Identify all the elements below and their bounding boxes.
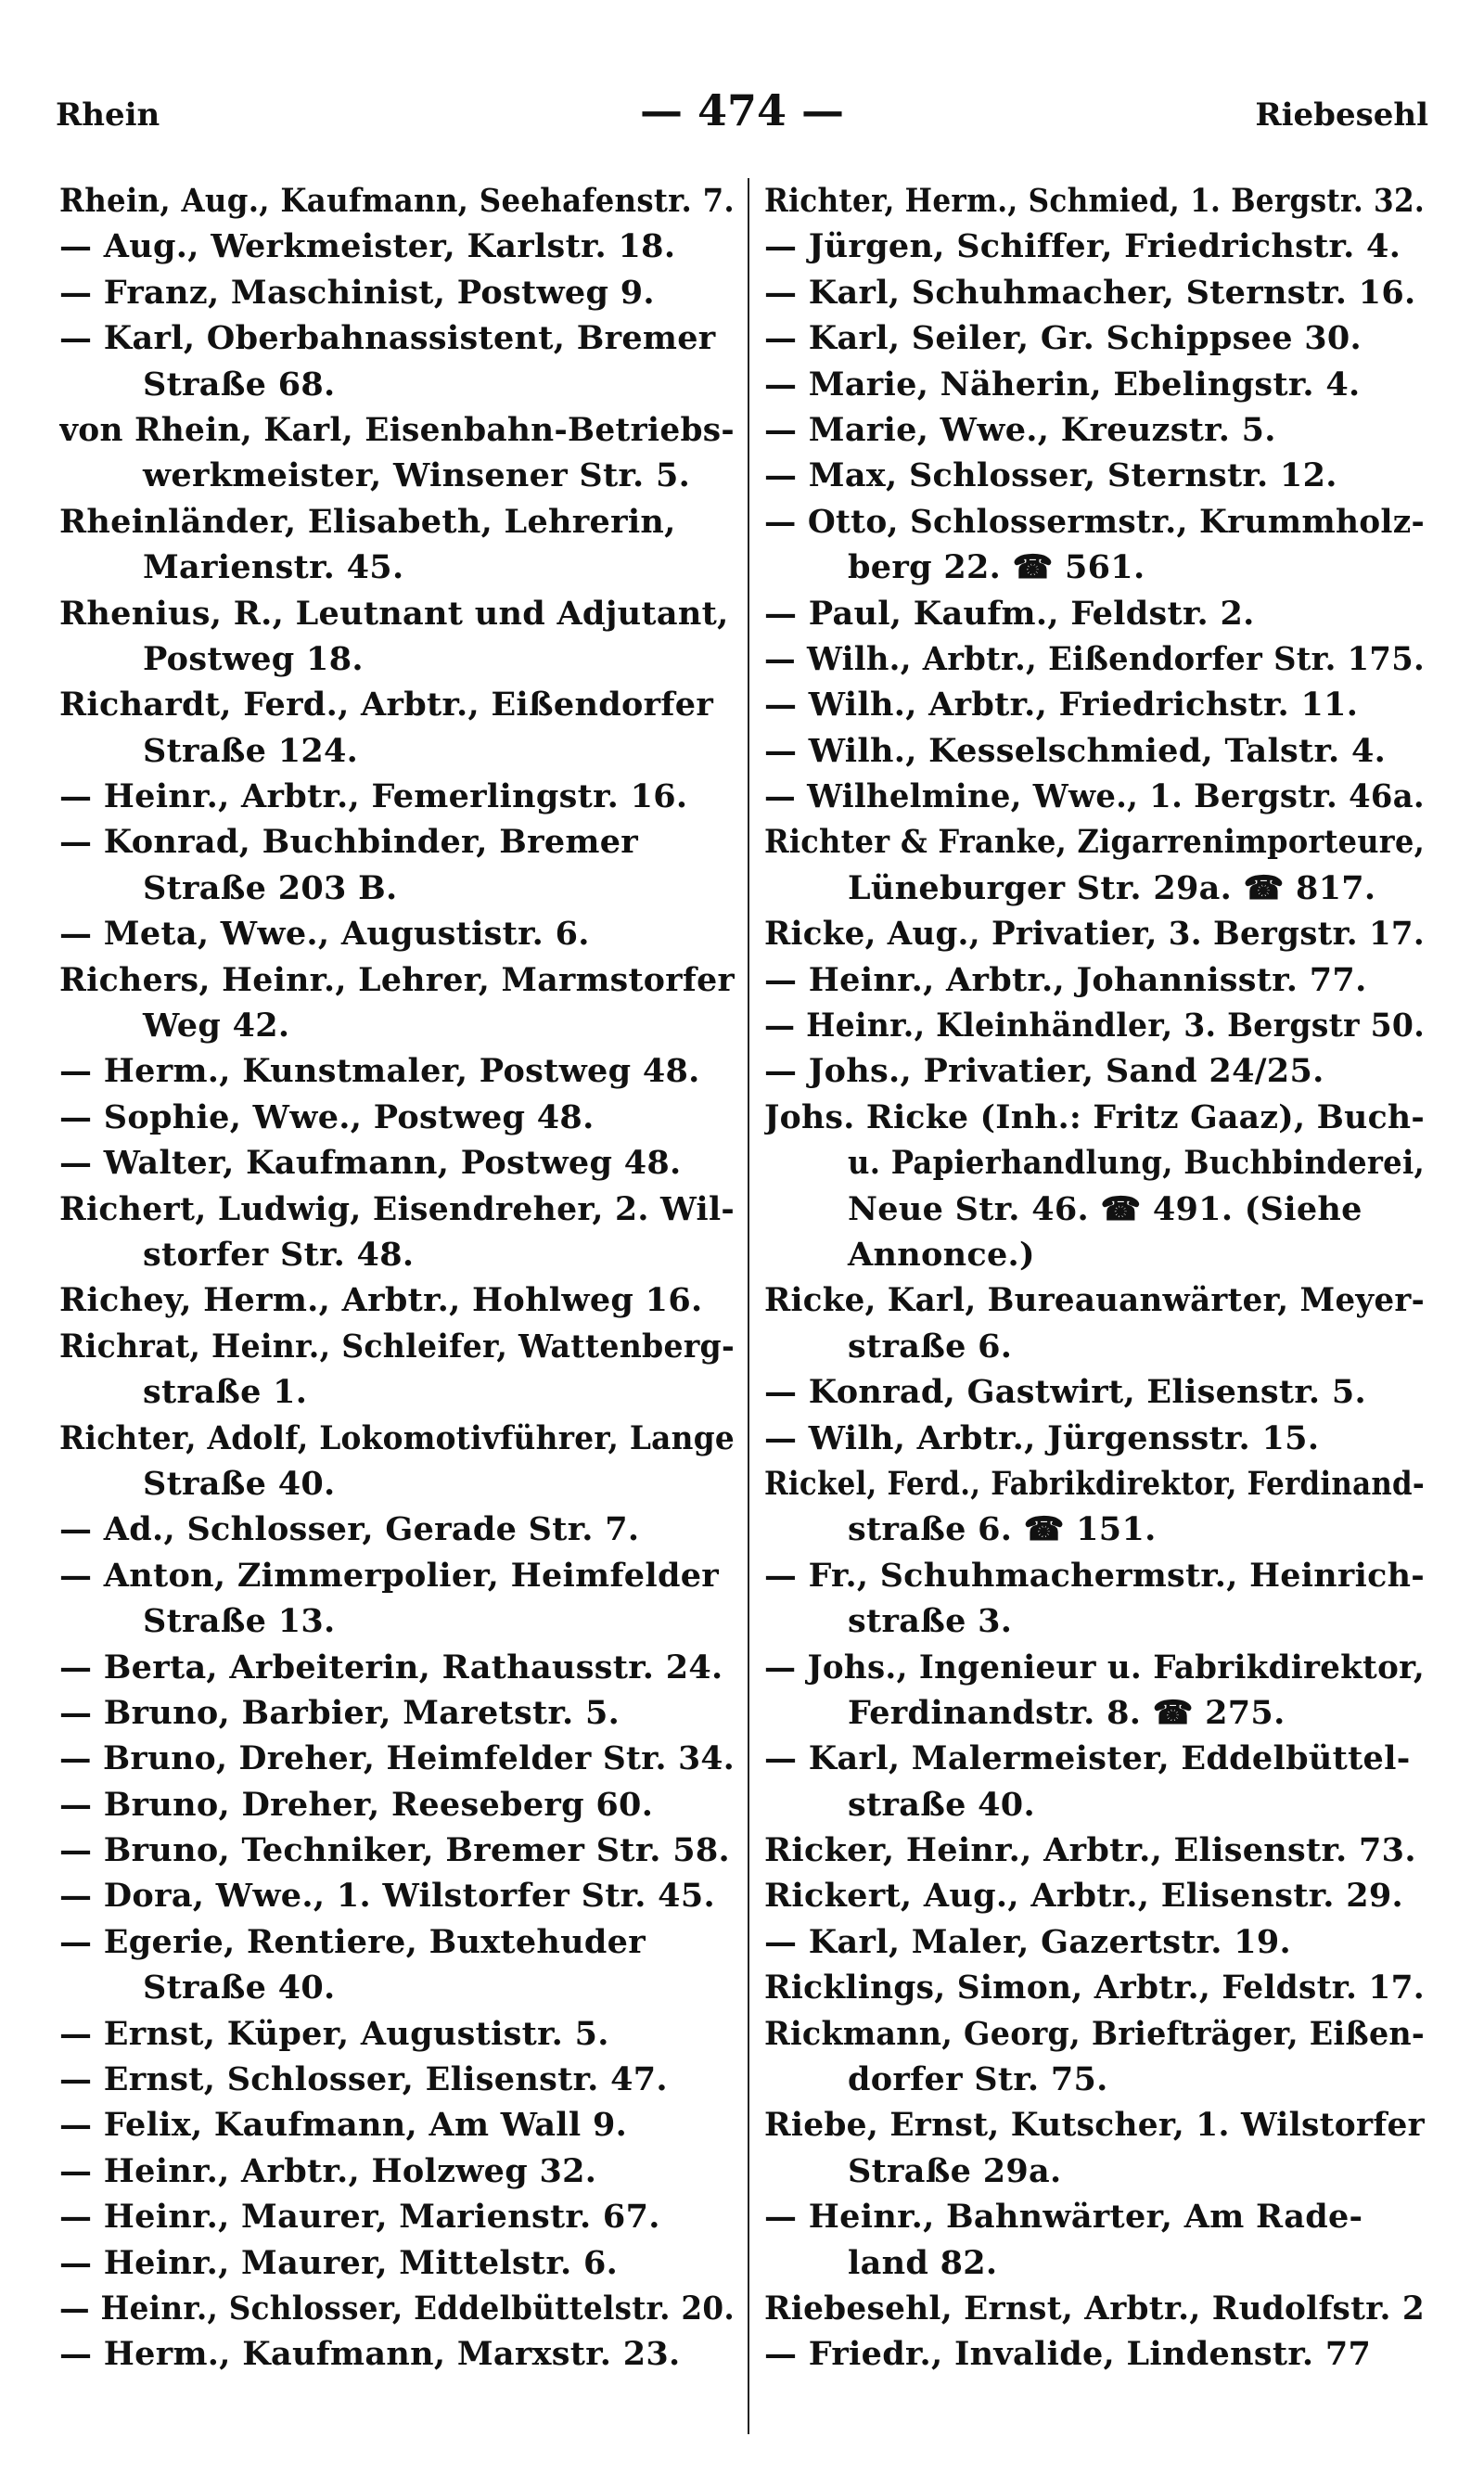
entry-line: — Karl, Maler, Gazertstr. 19. bbox=[764, 1922, 1292, 1961]
entry-line: Richert, Ludwig, Eisendreher, 2. Wil- bbox=[59, 1189, 735, 1228]
entry-line: Johs. Ricke (Inh.: Fritz Gaaz), Buch- bbox=[764, 1097, 1425, 1136]
entry-line: Riebesehl, Ernst, Arbtr., Rudolfstr. 2 bbox=[764, 2289, 1425, 2328]
left-column bbox=[59, 178, 735, 2378]
entry-line: — Sophie, Wwe., Postweg 48. bbox=[59, 1097, 595, 1136]
entry-continuation-line: straße 1. bbox=[143, 1373, 308, 1412]
entry-continuation-line: Straße 124. bbox=[143, 731, 359, 770]
entry-line: — Anton, Zimmerpolier, Heimfelder bbox=[59, 1556, 720, 1595]
entry-line: — Paul, Kaufm., Feldstr. 2. bbox=[764, 594, 1255, 633]
entry-continuation-line: storfer Str. 48. bbox=[143, 1235, 415, 1274]
entry-continuation-line: Postweg 18. bbox=[143, 639, 364, 678]
entry-line: — Fr., Schuhmachermstr., Heinrich- bbox=[764, 1556, 1425, 1595]
entry-line: — Heinr., Arbtr., Holzweg 32. bbox=[59, 2151, 597, 2190]
page-number: — 474 — bbox=[639, 85, 845, 135]
entry-line: — Wilh., Arbtr., Friedrichstr. 11. bbox=[764, 686, 1359, 725]
entry-line: — Heinr., Bahnwärter, Am Rade- bbox=[764, 2198, 1363, 2237]
entry-line: — Aug., Werkmeister, Karlstr. 18. bbox=[59, 227, 676, 266]
entry-continuation-line: straße 6. ☎ 151. bbox=[848, 1510, 1157, 1549]
running-head-left: Rhein bbox=[56, 96, 160, 134]
entry-line: Ricke, Karl, Bureauanwärter, Meyer- bbox=[764, 1281, 1425, 1320]
column-divider bbox=[748, 178, 749, 2434]
entry-line: Ricke, Aug., Privatier, 3. Bergstr. 17. bbox=[764, 915, 1425, 954]
entry-line: — Wilh, Arbtr., Jürgensstr. 15. bbox=[764, 1418, 1320, 1457]
entry-line: — Karl, Seiler, Gr. Schippsee 30. bbox=[764, 319, 1362, 358]
entry-continuation-line: Annonce.) bbox=[848, 1235, 1035, 1274]
entry-line: — Jürgen, Schiffer, Friedrichstr. 4. bbox=[764, 227, 1401, 266]
entry-line: von Rhein, Karl, Eisenbahn-Betriebs- bbox=[59, 410, 735, 449]
entry-line: Rickmann, Georg, Briefträger, Eißen- bbox=[764, 2014, 1425, 2053]
entry-line: Rhein, Aug., Kaufmann, Seehafenstr. 7. bbox=[59, 182, 735, 220]
entry-line: Richrat, Heinr., Schleifer, Wattenberg- bbox=[59, 1327, 735, 1366]
entry-line: Rheinländer, Elisabeth, Lehrerin, bbox=[59, 502, 676, 541]
entry-line: — Heinr., Maurer, Mittelstr. 6. bbox=[59, 2243, 619, 2282]
entry-line: Richers, Heinr., Lehrer, Marmstorfer bbox=[59, 960, 735, 999]
entry-line: — Konrad, Buchbinder, Bremer bbox=[59, 823, 639, 862]
entry-continuation-line: Neue Str. 46. ☎ 491. (Siehe bbox=[848, 1189, 1362, 1228]
entry-line: Ricklings, Simon, Arbtr., Feldstr. 17. bbox=[764, 1969, 1425, 2007]
entry-line: — Karl, Schuhmacher, Sternstr. 16. bbox=[764, 273, 1416, 312]
entry-line: Rhenius, R., Leutnant und Adjutant, bbox=[59, 594, 729, 633]
entry-continuation-line: Straße 203 B. bbox=[143, 868, 398, 907]
entry-continuation-line: land 82. bbox=[848, 2243, 998, 2282]
entry-continuation-line: Straße 40. bbox=[143, 1464, 336, 1503]
entry-line: — Walter, Kaufmann, Postweg 48. bbox=[59, 1144, 682, 1183]
entry-line: Rickert, Aug., Arbtr., Elisenstr. 29. bbox=[764, 1877, 1403, 1916]
entry-continuation-line: Straße 68. bbox=[143, 365, 336, 404]
entry-continuation-line: straße 40. bbox=[848, 1785, 1035, 1824]
entry-line: — Karl, Oberbahnassistent, Bremer bbox=[59, 319, 716, 358]
entry-line: — Ernst, Schlosser, Elisenstr. 47. bbox=[59, 2060, 668, 2099]
entry-line: — Konrad, Gastwirt, Elisenstr. 5. bbox=[764, 1373, 1367, 1412]
entry-line: — Dora, Wwe., 1. Wilstorfer Str. 45. bbox=[59, 1877, 715, 1916]
entry-line: Richter & Franke, Zigarrenimporteure, bbox=[764, 823, 1425, 862]
entry-line: Ricker, Heinr., Arbtr., Elisenstr. 73. bbox=[764, 1831, 1416, 1870]
entry-line: — Bruno, Dreher, Reeseberg 60. bbox=[59, 1785, 654, 1824]
entry-line: Rickel, Ferd., Fabrikdirektor, Ferdinand- bbox=[764, 1464, 1425, 1503]
entry-continuation-line: Ferdinandstr. 8. ☎ 275. bbox=[848, 1693, 1286, 1732]
entry-line: — Egerie, Rentiere, Buxtehuder bbox=[59, 1922, 646, 1961]
entry-line: — Friedr., Invalide, Lindenstr. 77 bbox=[764, 2335, 1372, 2374]
entry-line: — Karl, Malermeister, Eddelbüttel- bbox=[764, 1739, 1411, 1778]
entry-line: — Herm., Kaufmann, Marxstr. 23. bbox=[59, 2335, 681, 2374]
entry-continuation-line: Straße 29a. bbox=[848, 2151, 1062, 2190]
entry-line: — Johs., Ingenieur u. Fabrikdirektor, bbox=[764, 1648, 1425, 1686]
entry-line: — Heinr., Maurer, Marienstr. 67. bbox=[59, 2198, 660, 2237]
entry-continuation-line: berg 22. ☎ 561. bbox=[848, 548, 1145, 587]
entry-continuation-line: Lüneburger Str. 29a. ☎ 817. bbox=[848, 868, 1376, 907]
entry-line: — Max, Schlosser, Sternstr. 12. bbox=[764, 456, 1337, 495]
entry-line: — Felix, Kaufmann, Am Wall 9. bbox=[59, 2106, 628, 2145]
entry-continuation-line: Weg 42. bbox=[143, 1007, 290, 1045]
page-header bbox=[56, 85, 1428, 150]
entry-line: — Marie, Wwe., Kreuzstr. 5. bbox=[764, 410, 1276, 449]
entry-line: — Ad., Schlosser, Gerade Str. 7. bbox=[59, 1510, 640, 1549]
entry-line: Riebe, Ernst, Kutscher, 1. Wilstorfer bbox=[764, 2106, 1425, 2145]
entry-line: — Johs., Privatier, Sand 24/25. bbox=[764, 1052, 1324, 1091]
entry-line: — Heinr., Kleinhändler, 3. Bergstr 50. bbox=[764, 1007, 1425, 1045]
entry-continuation-line: dorfer Str. 75. bbox=[848, 2060, 1108, 2099]
entry-line: — Ernst, Küper, Augustistr. 5. bbox=[59, 2014, 609, 2053]
entry-continuation-line: straße 6. bbox=[848, 1327, 1013, 1366]
entry-line: — Herm., Kunstmaler, Postweg 48. bbox=[59, 1052, 700, 1091]
entry-line: — Wilh., Kesselschmied, Talstr. 4. bbox=[764, 731, 1387, 770]
right-column bbox=[764, 178, 1425, 2378]
entry-line: — Wilhelmine, Wwe., 1. Bergstr. 46a. bbox=[764, 777, 1425, 816]
entry-line: — Otto, Schlossermstr., Krummholz- bbox=[764, 502, 1425, 541]
entry-line: — Bruno, Dreher, Heimfelder Str. 34. bbox=[59, 1739, 735, 1778]
entry-continuation-line: Straße 40. bbox=[143, 1969, 336, 2007]
entry-line: — Franz, Maschinist, Postweg 9. bbox=[59, 273, 655, 312]
running-head-right: Riebesehl bbox=[1255, 96, 1428, 134]
entry-line: — Bruno, Techniker, Bremer Str. 58. bbox=[59, 1831, 731, 1870]
entry-line: Richter, Herm., Schmied, 1. Bergstr. 32. bbox=[764, 182, 1425, 220]
entry-line: — Heinr., Arbtr., Johannisstr. 77. bbox=[764, 960, 1367, 999]
entry-line: Richey, Herm., Arbtr., Hohlweg 16. bbox=[59, 1281, 703, 1320]
entry-continuation-line: straße 3. bbox=[848, 1602, 1013, 1641]
entry-line: — Meta, Wwe., Augustistr. 6. bbox=[59, 915, 590, 954]
entry-continuation-line: u. Papierhandlung, Buchbinderei, bbox=[848, 1144, 1425, 1183]
entry-continuation-line: Straße 13. bbox=[143, 1602, 336, 1641]
entry-line: — Berta, Arbeiterin, Rathausstr. 24. bbox=[59, 1648, 723, 1686]
entry-line: — Heinr., Arbtr., Femerlingstr. 16. bbox=[59, 777, 688, 816]
entry-line: — Marie, Näherin, Ebelingstr. 4. bbox=[764, 365, 1361, 404]
entry-continuation-line: Marienstr. 45. bbox=[143, 548, 404, 587]
entry-line: Richter, Adolf, Lokomotivführer, Lange bbox=[59, 1418, 735, 1457]
entry-line: — Heinr., Schlosser, Eddelbüttelstr. 20. bbox=[59, 2289, 735, 2328]
entry-continuation-line: werkmeister, Winsener Str. 5. bbox=[143, 456, 691, 495]
entry-line: — Wilh., Arbtr., Eißendorfer Str. 175. bbox=[764, 639, 1425, 678]
entry-line: — Bruno, Barbier, Maretstr. 5. bbox=[59, 1693, 620, 1732]
entry-line: Richardt, Ferd., Arbtr., Eißendorfer bbox=[59, 686, 714, 725]
